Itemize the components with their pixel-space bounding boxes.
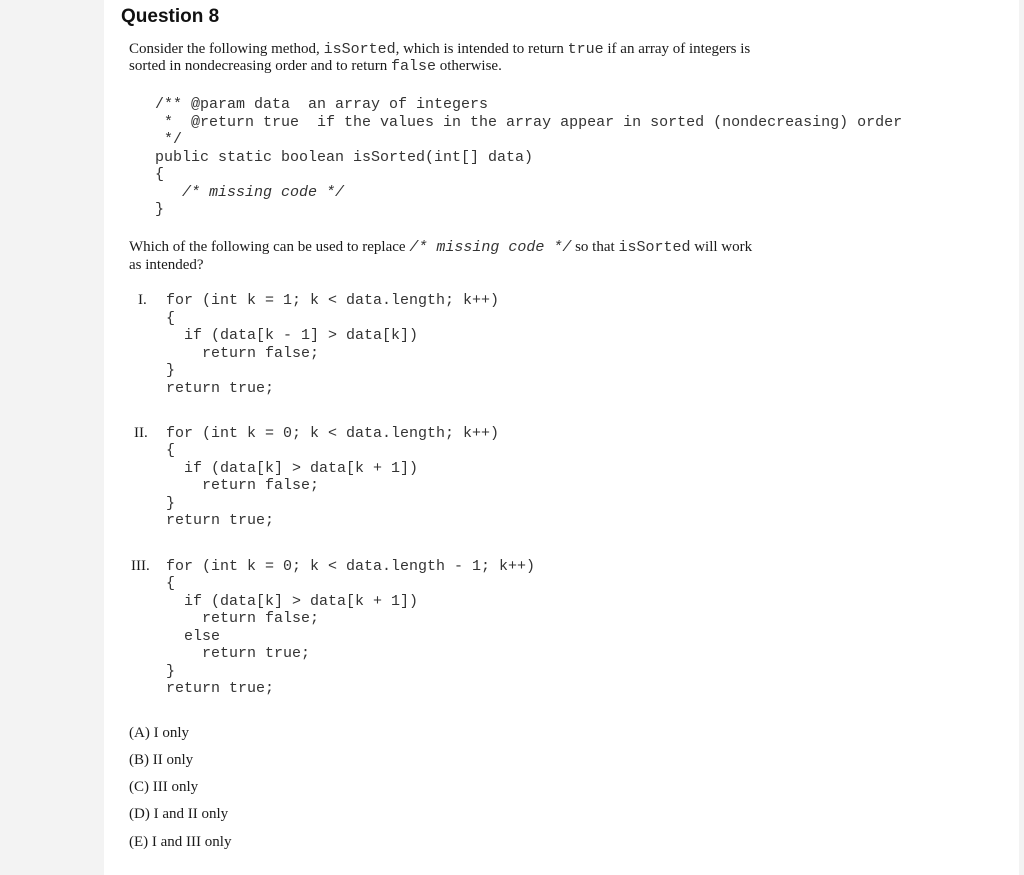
code-line: return true; [166, 680, 275, 697]
code-line: return true; [166, 380, 275, 397]
code-line: /* missing code */ [155, 184, 345, 201]
code-line: return false; [166, 345, 320, 362]
answer-choice-d[interactable]: (D) I and II only [129, 806, 229, 822]
code-line: else [166, 628, 221, 645]
option-numeral: I. [138, 292, 147, 308]
code-line: */ [155, 131, 183, 148]
question-title: Question 8 [121, 6, 220, 27]
option-numeral: II. [134, 425, 148, 441]
code-line: { [166, 575, 176, 592]
answer-choice-b[interactable]: (B) II only [129, 752, 194, 768]
code-line: * @return true if the values in the array appear in sorted (nondecreasing) order [155, 114, 903, 131]
code-line: return false; [166, 610, 320, 627]
code-line: } [166, 362, 176, 379]
prompt-line-1: Which of the following can be used to replace /* missing code */ so that isSorted will work [129, 239, 753, 256]
code-line: } [155, 201, 165, 218]
code-line: if (data[k - 1] > data[k]) [166, 327, 419, 344]
code-line: for (int k = 0; k < data.length; k++) [166, 425, 500, 442]
code-line: } [166, 663, 176, 680]
code-line: for (int k = 1; k < data.length; k++) [166, 292, 500, 309]
code-line: public static boolean isSorted(int[] data) [155, 149, 534, 166]
code-line: /** @param data an array of integers [155, 96, 489, 113]
code-line: for (int k = 0; k < data.length - 1; k++) [166, 558, 536, 575]
code-line: if (data[k] > data[k + 1]) [166, 460, 419, 477]
answer-choice-a[interactable]: (A) I only [129, 725, 189, 741]
code-line: return false; [166, 477, 320, 494]
answer-choice-e[interactable]: (E) I and III only [129, 834, 232, 850]
option-numeral: III. [131, 558, 150, 574]
code-line: { [166, 310, 176, 327]
code-line: { [166, 442, 176, 459]
answer-choice-c[interactable]: (C) III only [129, 779, 199, 795]
code-line: return true; [166, 512, 275, 529]
code-line: } [166, 495, 176, 512]
intro-line-1: Consider the following method, isSorted, which is intended to return true if an array of integers is [129, 41, 751, 58]
code-line: { [155, 166, 165, 183]
intro-line-2: sorted in nondecreasing order and to return false otherwise. [129, 58, 502, 75]
code-line: return true; [166, 645, 311, 662]
code-line: if (data[k] > data[k + 1]) [166, 593, 419, 610]
prompt-line-2: as intended? [129, 257, 204, 273]
